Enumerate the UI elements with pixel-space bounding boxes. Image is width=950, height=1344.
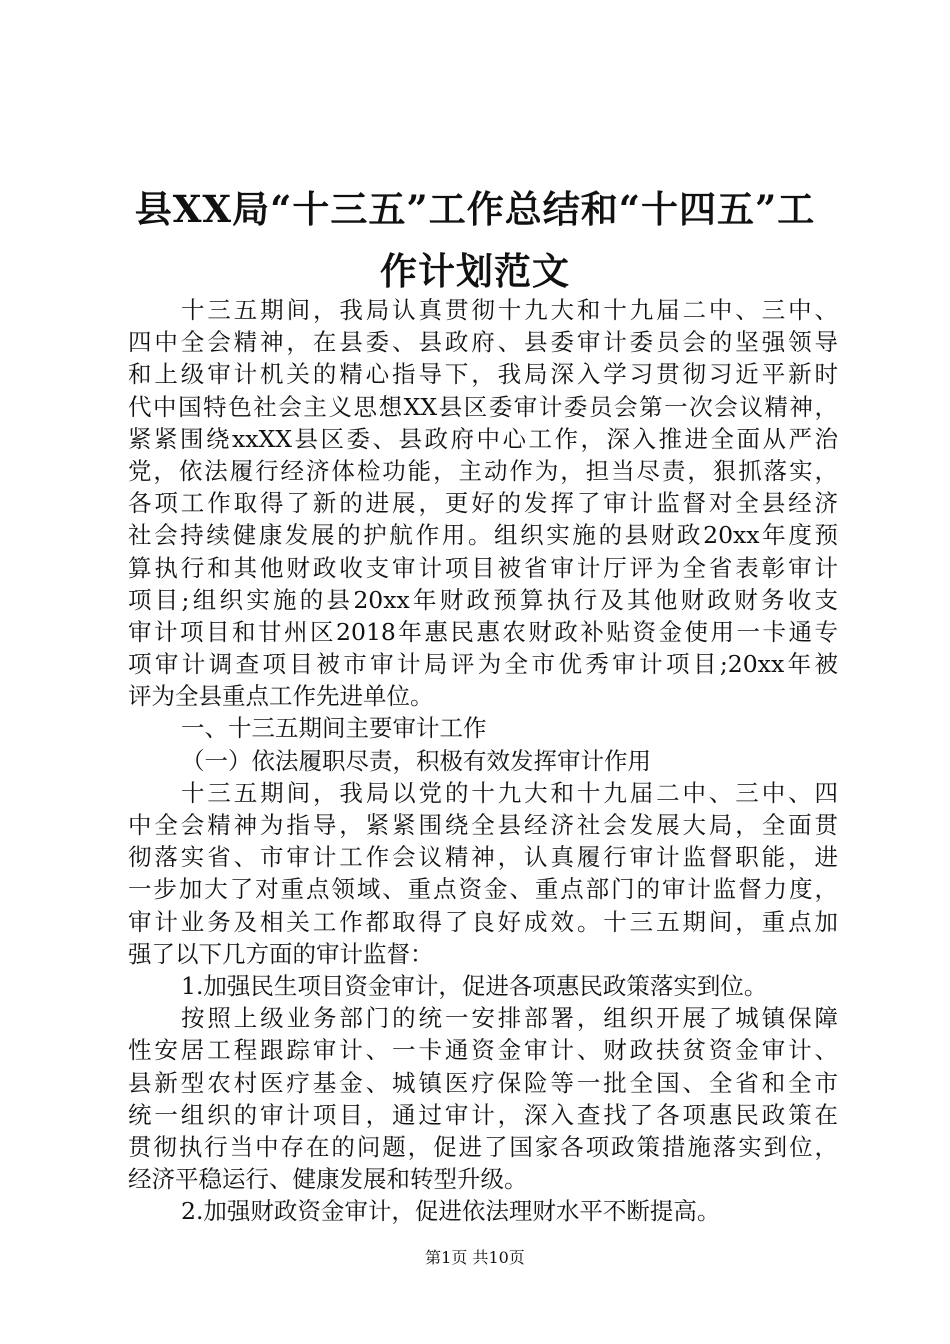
paragraph-line: 一步加大了对重点领域、重点资金、重点部门的审计监督力度， bbox=[128, 875, 838, 904]
paragraph-line: 县新型农村医疗基金、城镇医疗保险等一批全国、全省和全市 bbox=[128, 1068, 838, 1097]
paragraph-line: 按照上级业务部门的统一安排部署，组织开展了城镇保障 bbox=[181, 1004, 838, 1033]
document-title-line-1: 县XX局“十三五”工作总结和“十四五”工 bbox=[134, 187, 816, 231]
paragraph-line: 中全会精神为指导，紧紧围绕全县经济社会发展大局，全面贯 bbox=[128, 811, 838, 839]
paragraph-line: 强了以下几方面的审计监督： bbox=[128, 939, 434, 968]
paragraph-line: 贯彻执行当中存在的问题，促进了国家各项政策措施落实到位， bbox=[128, 1132, 838, 1161]
paragraph-line: 算执行和其他财政收支审计项目被省审计厅评为全省表彰审计 bbox=[128, 553, 838, 582]
paragraph-line: 审计项目和甘州区2018年惠民惠农财政补贴资金使用一卡通专 bbox=[128, 617, 838, 646]
paragraph-line: 统一组织的审计项目，通过审计，深入查找了各项惠民政策在 bbox=[128, 1100, 838, 1129]
item-heading-2: 2.加强财政资金审计，促进依法理财水平不断提高。 bbox=[181, 1197, 721, 1226]
page-number-footer: 第1页 共10页 bbox=[425, 1248, 525, 1267]
paragraph-line: 性安居工程跟踪审计、一卡通资金审计、财政扶贫资金审计、 bbox=[128, 1036, 838, 1065]
paragraph-line: 社会持续健康发展的护航作用。组织实施的县财政20xx年度预 bbox=[128, 521, 838, 550]
paragraph-line: 彻落实省、市审计工作会议精神，认真履行审计监督职能，进 bbox=[128, 843, 838, 872]
paragraph-line: 审计业务及相关工作都取得了良好成效。十三五期间，重点加 bbox=[128, 907, 838, 936]
paragraph-line: 和上级审计机关的精心指导下，我局深入学习贯彻习近平新时 bbox=[128, 360, 838, 389]
paragraph-line: 四中全会精神，在县委、县政府、县委审计委员会的坚强领导 bbox=[128, 328, 838, 357]
paragraph-line: 各项工作取得了新的进展，更好的发挥了审计监督对全县经济 bbox=[128, 489, 838, 518]
paragraph-line: 十三五期间，我局认真贯彻十九大和十九届二中、三中、 bbox=[181, 296, 838, 324]
paragraph-line: 项目;组织实施的县20xx年财政预算执行及其他财政财务收支 bbox=[128, 585, 838, 614]
paragraph-line: 评为全县重点工作先进单位。 bbox=[128, 682, 434, 711]
document-body bbox=[128, 294, 838, 1227]
paragraph-line: 项审计调查项目被市审计局评为全市优秀审计项目;20xx年被 bbox=[128, 650, 838, 679]
document-title-line-2: 作计划范文 bbox=[380, 249, 570, 293]
subsection-heading: （一）依法履职尽责，积极有效发挥审计作用 bbox=[181, 746, 651, 775]
paragraph-line: 党，依法履行经济体检功能，主动作为，担当尽责，狠抓落实， bbox=[128, 456, 838, 485]
item-heading-1: 1.加强民生项目资金审计，促进各项惠民政策落实到位。 bbox=[181, 971, 768, 1000]
section-heading: 一、十三五期间主要审计工作 bbox=[181, 714, 487, 743]
paragraph-line: 十三五期间，我局以党的十九大和十九届二中、三中、四 bbox=[181, 778, 838, 807]
paragraph-line: 代中国特色社会主义思想XX县区委审计委员会第一次会议精神， bbox=[128, 392, 838, 421]
paragraph-line: 经济平稳运行、健康发展和转型升级。 bbox=[128, 1165, 528, 1194]
paragraph-line: 紧紧围绕xxXX县区委、县政府中心工作，深入推进全面从严治 bbox=[128, 424, 838, 453]
